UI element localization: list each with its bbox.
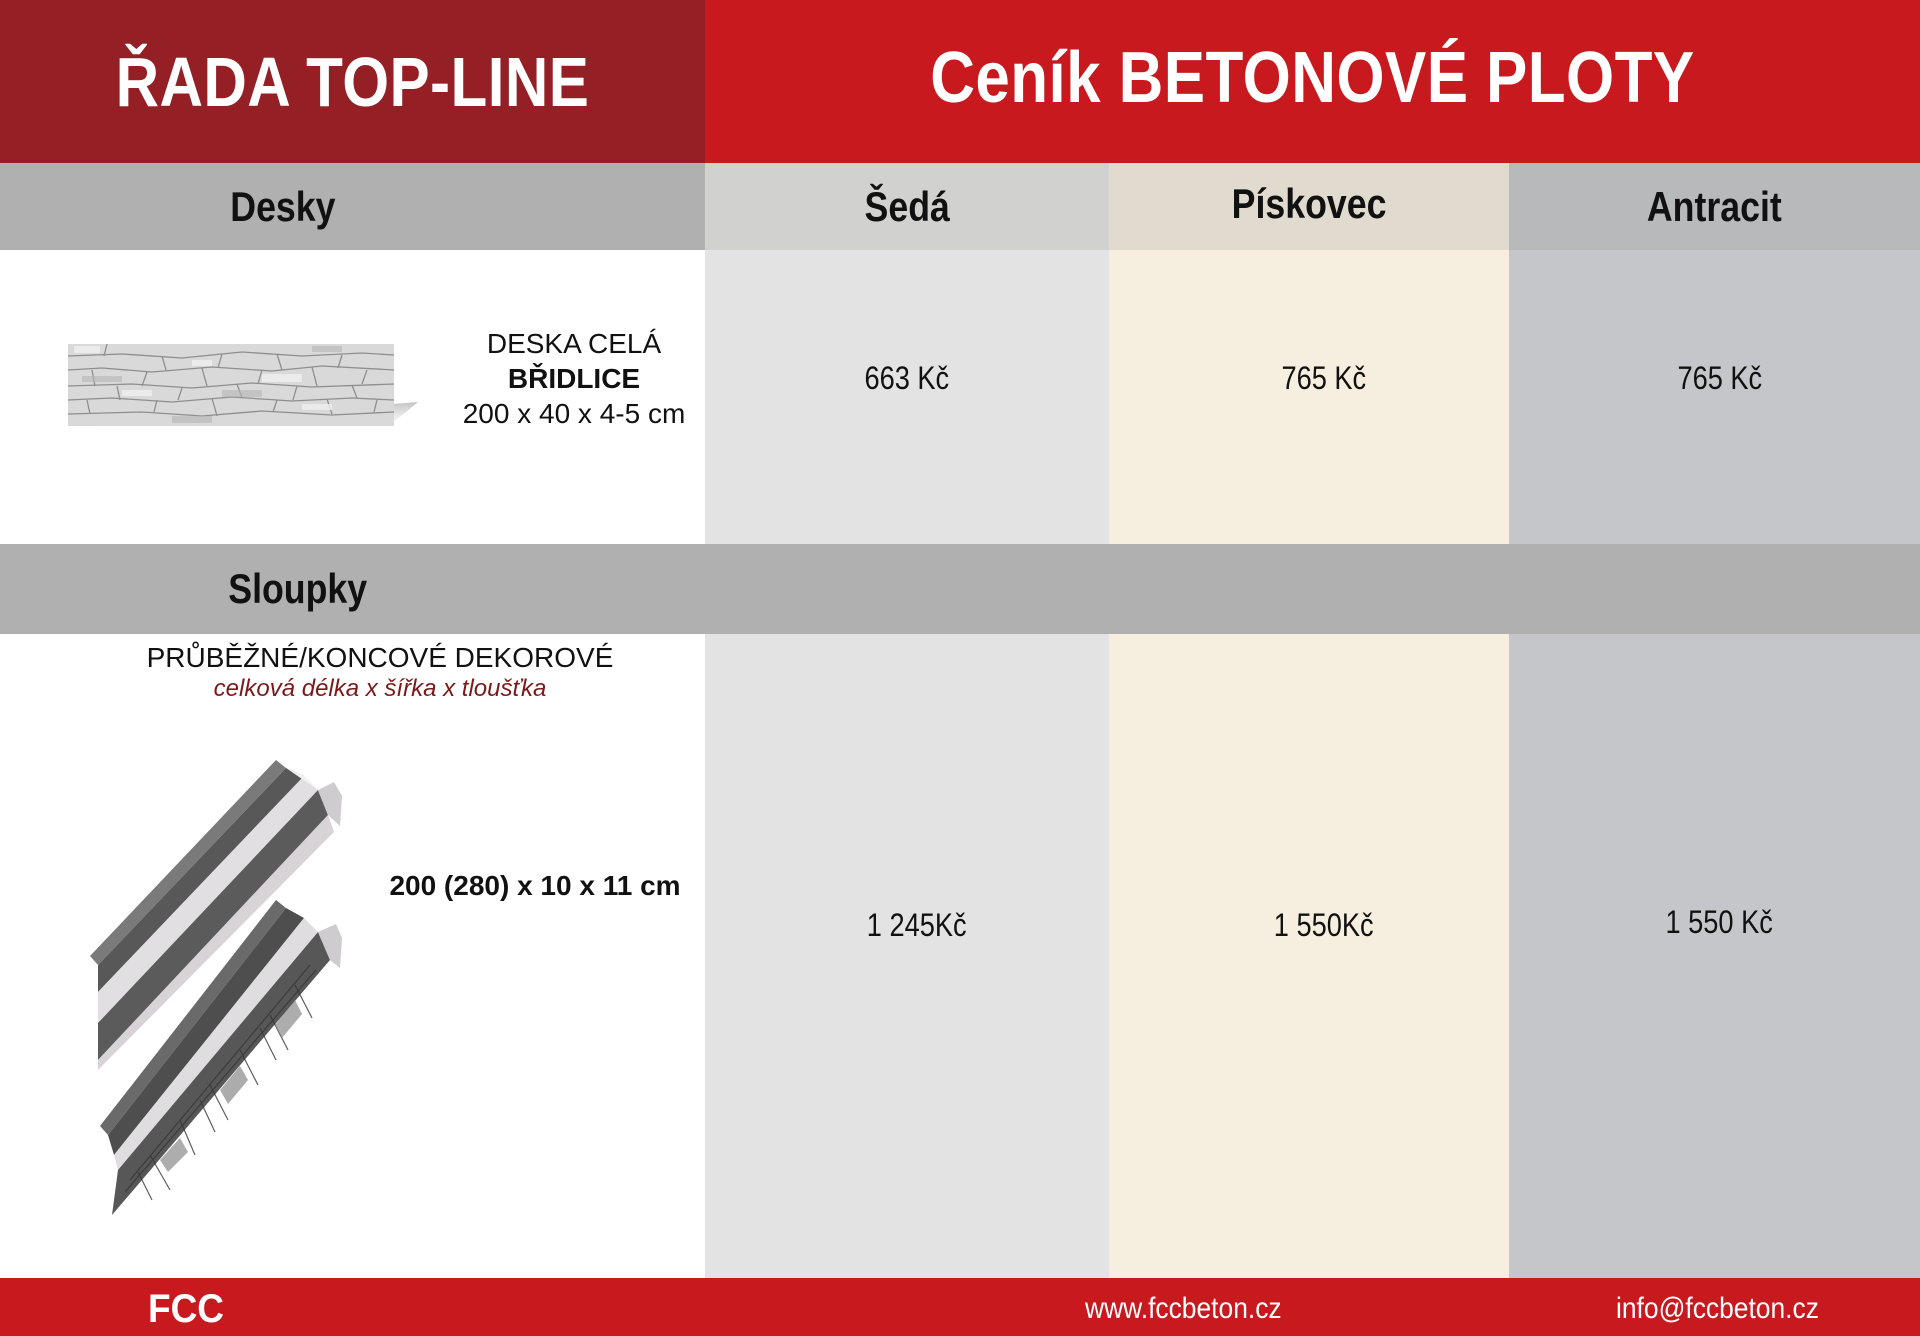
column-header-seda <box>705 163 1109 250</box>
price-title-bar <box>705 0 1920 163</box>
sloupky-price-antracit: 1 550 Kč <box>1665 903 1774 940</box>
footer-website[interactable]: www.fccbeton.cz <box>1085 1292 1282 1325</box>
slate-panel-image <box>62 340 422 436</box>
fence-post-image <box>90 760 370 1220</box>
desky-price-antracit-cell <box>1509 250 1920 544</box>
desky-product-name: DESKA CELÁ <box>486 328 662 359</box>
footer-email[interactable]: info@fccbeton.cz <box>1616 1292 1819 1325</box>
column-header-seda-label: Šedá <box>864 182 950 230</box>
column-header-antracit-label: Antracit <box>1647 182 1782 230</box>
series-title-bar <box>0 0 705 163</box>
fcc-logo <box>148 1286 228 1330</box>
desky-product-description <box>445 326 703 431</box>
sloupky-price-antracit-cell <box>1509 634 1920 1278</box>
sloupky-price-piskovec: 1 550Kč <box>1274 906 1374 943</box>
sloupky-price-seda: 1 245Kč <box>867 906 967 943</box>
desky-price-piskovec-cell <box>1109 250 1509 544</box>
column-header-piskovec-label: Pískovec <box>1231 179 1387 227</box>
desky-price-antracit: 765 Kč <box>1677 359 1762 396</box>
fcc-logo-text: FCC <box>148 1287 224 1330</box>
sloupky-type: PRŮBĚŽNÉ/KONCOVÉ DEKOROVÉ <box>146 642 614 673</box>
sloupky-price-seda-cell <box>705 634 1109 1278</box>
desky-product-dimensions: 200 x 40 x 4-5 cm <box>462 398 686 429</box>
desky-product-name-bold: BŘIDLICE <box>507 363 641 394</box>
desky-price-piskovec: 765 Kč <box>1281 359 1367 396</box>
column-header-desky <box>0 163 705 250</box>
price-title: Ceník BETONOVÉ PLOTY <box>930 37 1695 118</box>
desky-price-seda: 663 Kč <box>864 359 950 396</box>
sloupky-section-label: Sloupky <box>228 565 367 612</box>
desky-price-seda-cell <box>705 250 1109 544</box>
column-header-desky-label: Desky <box>229 182 336 230</box>
sloupky-price-piskovec-cell <box>1109 634 1509 1278</box>
column-header-piskovec <box>1109 163 1509 250</box>
column-header-antracit <box>1509 163 1920 250</box>
sloupky-dimensions: 200 (280) x 10 x 11 cm <box>389 870 681 901</box>
sloupky-dimension-note: celková délka x šířka x tloušťka <box>213 675 547 702</box>
sloupky-section-label-wrap <box>0 544 595 634</box>
series-title: ŘADA TOP-LINE <box>115 42 590 121</box>
